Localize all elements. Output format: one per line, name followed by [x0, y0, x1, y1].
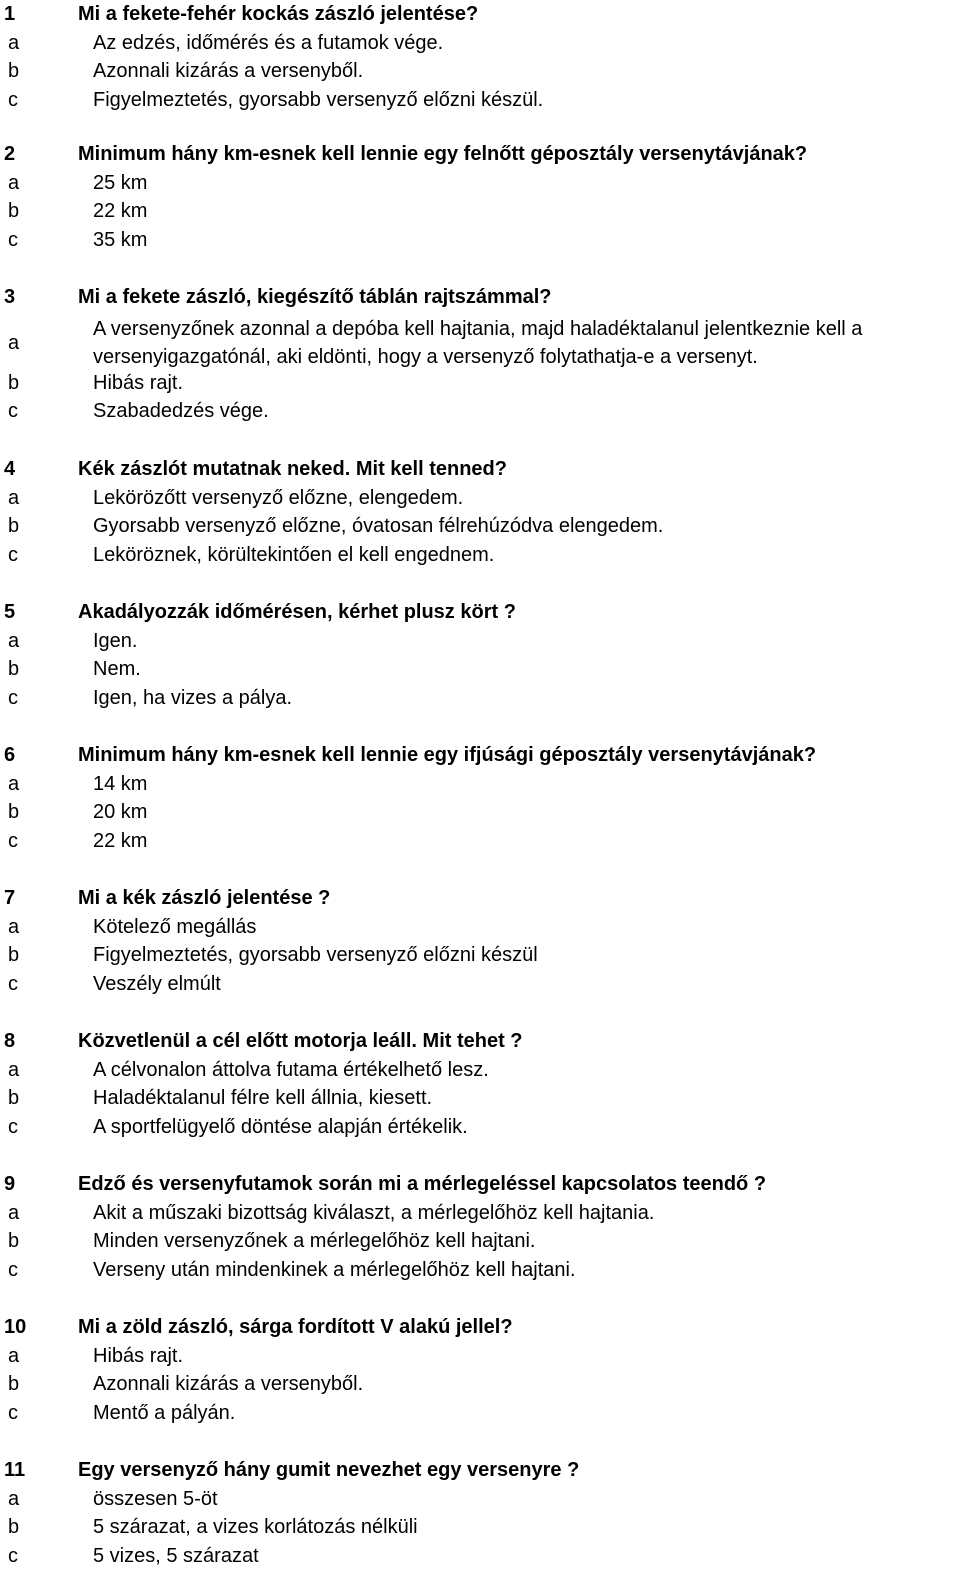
question-row [0, 0, 960, 29]
question-number: 6 [4, 744, 16, 766]
answer-text: 35 km [93, 228, 148, 251]
question-row [0, 741, 960, 770]
answer-text: 22 km [93, 829, 148, 852]
answer-option-b [0, 1227, 960, 1256]
question-row [0, 884, 960, 913]
answer-text: Minden versenyzőnek a mérlegelőhöz kell hajtani. [93, 1230, 536, 1253]
answer-option-b [0, 1370, 960, 1399]
question-row [0, 1313, 960, 1342]
answer-option-a [0, 1485, 960, 1514]
answer-letter: a [8, 1487, 20, 1510]
question-row [0, 455, 960, 484]
answer-option-a [0, 770, 960, 799]
answer-letter: a [8, 772, 20, 795]
answer-text: Leköröznek, körültekintően el kell engednem. [93, 543, 495, 566]
answer-text: A sportfelügyelő döntése alapján értékelik. [93, 1115, 468, 1138]
answer-text: Azonnali kizárás a versenyből. [93, 1373, 364, 1396]
answer-text: Veszély elmúlt [93, 972, 221, 995]
question-text: Kék zászlót mutatnak neked. Mit kell tenned? [78, 458, 507, 480]
answer-option-c [0, 827, 960, 856]
answer-text: Hibás rajt. [93, 371, 184, 394]
answer-letter: b [8, 801, 20, 824]
answer-letter: c [8, 543, 18, 566]
answer-letter: c [8, 972, 18, 995]
answer-text: A célvonalon áttolva futama értékelhető lesz. [93, 1058, 489, 1081]
answer-text: Azonnali kizárás a versenyből. [93, 60, 364, 83]
answer-letter: c [8, 228, 18, 251]
answer-option-b [0, 369, 960, 398]
answer-letter: c [8, 829, 18, 852]
answer-letter: b [8, 1373, 20, 1396]
answer-text: Gyorsabb versenyző előzne, óvatosan félrehúzódva elengedem. [93, 515, 664, 538]
answer-letter: b [8, 200, 20, 223]
answer-letter: b [8, 371, 20, 394]
answer-option-a [0, 169, 960, 198]
answer-option-c [0, 970, 960, 999]
answer-option-a [0, 627, 960, 656]
answer-option-b [0, 655, 960, 684]
question-text: Minimum hány km-esnek kell lennie egy ifjúsági géposztály versenytávjának? [78, 744, 817, 766]
question-text: Edző és versenyfutamok során mi a mérlegeléssel kapcsolatos teendő ? [78, 1173, 767, 1195]
answer-option-a [0, 1342, 960, 1371]
answer-option-c [0, 86, 960, 115]
answer-letter: a [8, 486, 20, 509]
answer-letter: b [8, 944, 20, 967]
answer-letter: a [8, 1344, 20, 1367]
answer-text: összesen 5-öt [93, 1487, 218, 1510]
answer-letter: c [8, 1401, 18, 1424]
question-row [0, 283, 960, 312]
answer-option-c [0, 1113, 960, 1142]
answer-text: Figyelmeztetés, gyorsabb versenyző előzni készül [93, 944, 538, 967]
answer-letter: b [8, 1087, 20, 1110]
answer-letter: a [8, 331, 20, 354]
answer-letter: a [8, 915, 20, 938]
question-number: 3 [4, 286, 16, 308]
question-number: 7 [4, 887, 16, 909]
answer-option-c [0, 226, 960, 255]
question-number: 11 [4, 1459, 26, 1481]
answer-letter: b [8, 60, 20, 83]
answer-option-b [0, 798, 960, 827]
question-text: Egy versenyző hány gumit nevezhet egy versenyre ? [78, 1459, 580, 1481]
answer-letter: a [8, 629, 20, 652]
answer-letter: b [8, 658, 20, 681]
question-text: Mi a kék zászló jelentése ? [78, 887, 331, 909]
answer-text: Kötelező megállás [93, 915, 257, 938]
question-text: Közvetlenül a cél előtt motorja leáll. Mit tehet ? [78, 1030, 523, 1052]
answer-text: A versenyzőnek azonnal a depóba kell hajtania, majd haladéktalanul jelentkeznie kell a versenyigazgatónál, aki eldönti, hogy a versenyző folytathatja-e a versenyt. [93, 317, 863, 369]
answer-option-a [0, 29, 960, 58]
question-number: 9 [4, 1173, 16, 1195]
answer-option-c [0, 541, 960, 570]
question-row [0, 1456, 960, 1485]
answer-letter: c [8, 1544, 18, 1567]
question-number: 1 [4, 3, 16, 25]
question-row [0, 1170, 960, 1199]
question-text: Mi a zöld zászló, sárga fordított V alakú jellel? [78, 1316, 513, 1338]
answer-letter: b [8, 1230, 20, 1253]
answer-option-c [0, 684, 960, 713]
question-number: 10 [4, 1316, 27, 1338]
question-row [0, 140, 960, 169]
answer-text: 5 vizes, 5 szárazat [93, 1544, 259, 1567]
answer-text: 25 km [93, 171, 148, 194]
answer-text: Igen, ha vizes a pálya. [93, 686, 293, 709]
question-text: Akadályozzák időmérésen, kérhet plusz kört ? [78, 601, 516, 623]
question-number: 8 [4, 1030, 16, 1052]
question-text: Mi a fekete zászló, kiegészítő táblán rajtszámmal? [78, 286, 552, 308]
question-row [0, 1027, 960, 1056]
answer-letter: c [8, 88, 18, 111]
question-text: Mi a fekete-fehér kockás zászló jelentése? [78, 3, 479, 25]
answer-option-a [0, 913, 960, 942]
answer-text: Mentő a pályán. [93, 1401, 236, 1424]
answer-letter: a [8, 1201, 20, 1224]
answer-option-a [0, 1199, 960, 1228]
answer-letter: c [8, 1115, 18, 1138]
answer-text: Figyelmeztetés, gyorsabb versenyző előzni készül. [93, 88, 544, 111]
question-number: 2 [4, 143, 16, 165]
answer-option-c [0, 1399, 960, 1428]
answer-letter: a [8, 171, 20, 194]
answer-option-b [0, 941, 960, 970]
answer-text: Haladéktalanul félre kell állnia, kiesett. [93, 1087, 433, 1110]
answer-option-b [0, 1084, 960, 1113]
answer-text: Hibás rajt. [93, 1344, 184, 1367]
answer-letter: c [8, 1258, 18, 1281]
answer-letter: a [8, 1058, 20, 1081]
answer-text: 22 km [93, 200, 148, 223]
answer-option-a [0, 315, 960, 372]
answer-option-c [0, 1256, 960, 1285]
answer-letter: a [8, 31, 20, 54]
answer-text: 5 szárazat, a vizes korlátozás nélküli [93, 1516, 418, 1539]
answer-text: Akit a műszaki bizottság kiválaszt, a mérlegelőhöz kell hajtania. [93, 1201, 655, 1224]
question-text: Minimum hány km-esnek kell lennie egy felnőtt géposztály versenytávjának? [78, 143, 808, 165]
answer-text: 14 km [93, 772, 148, 795]
question-number: 4 [4, 458, 16, 480]
answer-text: Az edzés, időmérés és a futamok vége. [93, 31, 444, 54]
answer-option-c [0, 397, 960, 426]
answer-option-b [0, 512, 960, 541]
answer-letter: c [8, 686, 18, 709]
answer-option-b [0, 197, 960, 226]
answer-text: Verseny után mindenkinek a mérlegelőhöz kell hajtani. [93, 1258, 576, 1281]
answer-text: Nem. [93, 658, 141, 681]
answer-option-a [0, 484, 960, 513]
answer-option-b [0, 57, 960, 86]
question-number: 5 [4, 601, 16, 623]
answer-letter: c [8, 400, 18, 423]
answer-letter: b [8, 515, 20, 538]
answer-option-c [0, 1542, 960, 1571]
answer-option-b [0, 1513, 960, 1542]
answer-text: Lekörözőtt versenyző előzne, elengedem. [93, 486, 464, 509]
answer-text: 20 km [93, 801, 148, 824]
answer-text: Igen. [93, 629, 138, 652]
answer-letter: b [8, 1516, 20, 1539]
answer-text: Szabadedzés vége. [93, 400, 269, 423]
question-row [0, 598, 960, 627]
answer-option-a [0, 1056, 960, 1085]
